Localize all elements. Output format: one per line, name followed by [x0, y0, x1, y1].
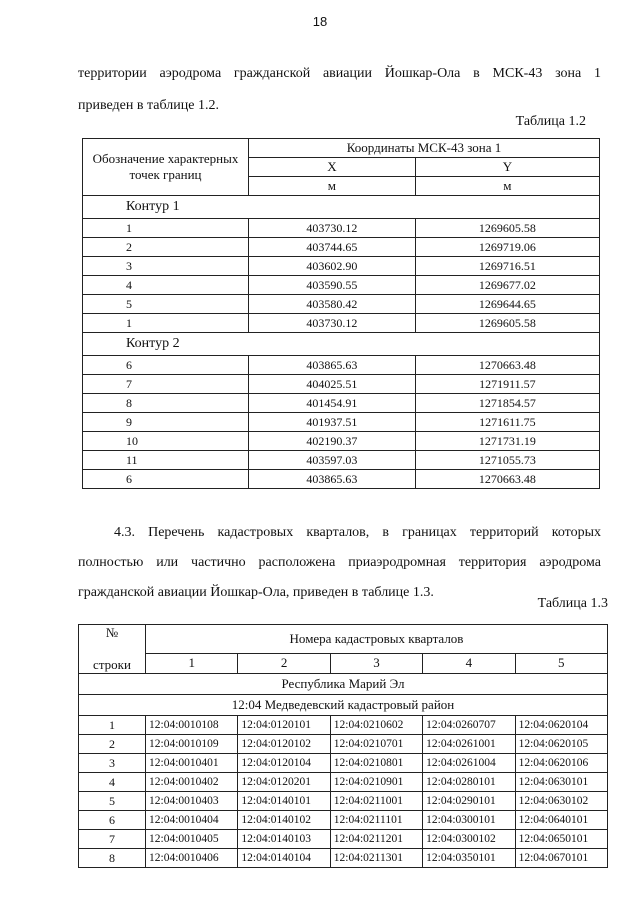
quarter-column-number: 3	[330, 653, 422, 673]
table-row	[83, 314, 600, 333]
y-value: 1271911.57	[415, 375, 599, 394]
y-value: 1271854.57	[415, 394, 599, 413]
table-row	[79, 735, 608, 754]
coords-header: Координаты МСК-43 зона 1	[249, 139, 600, 158]
point-label: 1	[83, 219, 249, 238]
y-value: 1271611.75	[415, 413, 599, 432]
x-value: 403590.55	[249, 276, 416, 295]
cadastral-quarter: 12:04:0211101	[330, 811, 422, 830]
region-row: Республика Марий Эл	[79, 674, 608, 695]
table-row	[83, 219, 600, 238]
row-number: 8	[79, 849, 146, 868]
cadastral-quarter: 12:04:0010405	[146, 830, 238, 849]
table-row	[83, 257, 600, 276]
row-number: 1	[79, 716, 146, 735]
cadastral-quarter: 12:04:0010109	[146, 735, 238, 754]
cadastral-quarter: 12:04:0260707	[423, 716, 515, 735]
cadastral-quarter: 12:04:0350101	[423, 849, 515, 868]
table-1-2-caption: Таблица 1.2	[515, 114, 586, 129]
cadastral-quarter: 12:04:0620104	[515, 716, 607, 735]
table-row	[83, 451, 600, 470]
cadastral-quarter: 12:04:0010404	[146, 811, 238, 830]
table-row	[79, 773, 608, 792]
points-header: Обозначение характерных точек границ	[83, 139, 249, 196]
cadastral-quarter: 12:04:0010403	[146, 792, 238, 811]
x-value: 403730.12	[249, 314, 416, 333]
x-value: 401454.91	[249, 394, 416, 413]
table-row	[79, 754, 608, 773]
cadastral-quarter: 12:04:0210901	[330, 773, 422, 792]
y-value: 1269719.06	[415, 238, 599, 257]
x-value: 404025.51	[249, 375, 416, 394]
x-value: 403597.03	[249, 451, 416, 470]
table-row	[83, 295, 600, 314]
cadastral-quarter: 12:04:0261001	[423, 735, 515, 754]
x-value: 403602.90	[249, 257, 416, 276]
table-row	[83, 276, 600, 295]
point-label: 8	[83, 394, 249, 413]
cadastral-quarter: 12:04:0211301	[330, 849, 422, 868]
quarters-header: Номера кадастровых кварталов	[146, 625, 608, 654]
row-number-header	[79, 625, 146, 674]
row-number: 4	[79, 773, 146, 792]
table-row	[79, 830, 608, 849]
y-value: 1269716.51	[415, 257, 599, 276]
cadastral-quarter: 12:04:0210602	[330, 716, 422, 735]
cadastral-quarter: 12:04:0140101	[238, 792, 330, 811]
y-unit: м	[415, 177, 599, 196]
point-label: 6	[83, 470, 249, 489]
table-row	[79, 716, 608, 735]
row-number-header-symbol: №	[105, 625, 119, 640]
point-label: 4	[83, 276, 249, 295]
cadastral-quarter: 12:04:0620106	[515, 754, 607, 773]
table-row	[83, 356, 600, 375]
cadastral-quarter: 12:04:0210701	[330, 735, 422, 754]
point-label: 9	[83, 413, 249, 432]
y-value: 1269677.02	[415, 276, 599, 295]
y-value: 1269605.58	[415, 314, 599, 333]
cadastral-quarter: 12:04:0290101	[423, 792, 515, 811]
table-1-3-caption: Таблица 1.3	[537, 596, 608, 611]
quarter-column-number: 5	[515, 653, 607, 673]
row-number: 2	[79, 735, 146, 754]
row-number: 7	[79, 830, 146, 849]
y-value: 1271731.19	[415, 432, 599, 451]
row-number: 3	[79, 754, 146, 773]
table-row	[83, 470, 600, 489]
contour-1-title: Контур 1	[83, 196, 600, 219]
cadastral-quarter: 12:04:0211001	[330, 792, 422, 811]
point-label: 2	[83, 238, 249, 257]
cadastral-quarter: 12:04:0010108	[146, 716, 238, 735]
cadastral-quarter: 12:04:0010401	[146, 754, 238, 773]
cadastral-quarter: 12:04:0670101	[515, 849, 607, 868]
table-row	[79, 792, 608, 811]
cadastral-quarter: 12:04:0620105	[515, 735, 607, 754]
cadastral-quarter: 12:04:0140104	[238, 849, 330, 868]
x-value: 403730.12	[249, 219, 416, 238]
page-number: 18	[312, 14, 328, 29]
intro-line-2: приведен в таблице 1.2.	[78, 98, 219, 113]
point-label: 5	[83, 295, 249, 314]
x-value: 403865.63	[249, 470, 416, 489]
table-row	[83, 238, 600, 257]
section-4-3-paragraph: 4.3. Перечень кадастровых кварталов, в границах территорий которых полностью или частично расположена приаэродромная территория аэродрома гражданской авиации Йошкар-Ола, приведен в таблице 1.3.	[78, 525, 601, 600]
cadastral-quarter: 12:04:0140102	[238, 811, 330, 830]
cadastral-quarter: 12:04:0120102	[238, 735, 330, 754]
row-number-header-word: строки	[93, 657, 131, 672]
cadastral-quarter: 12:04:0280101	[423, 773, 515, 792]
table-row	[79, 811, 608, 830]
row-number: 5	[79, 792, 146, 811]
intro-line-1: территории аэродрома гражданской авиации Йошкар-Ола в МСК-43 зона 1	[78, 66, 601, 81]
x-value: 401937.51	[249, 413, 416, 432]
quarter-column-number: 1	[146, 653, 238, 673]
cadastral-quarter: 12:04:0211201	[330, 830, 422, 849]
cadastral-quarter: 12:04:0010402	[146, 773, 238, 792]
y-value: 1270663.48	[415, 470, 599, 489]
y-header: Y	[415, 158, 599, 177]
y-value: 1270663.48	[415, 356, 599, 375]
district-row: 12:04 Медведевский кадастровый район	[79, 695, 608, 716]
row-number: 6	[79, 811, 146, 830]
cadastral-quarter: 12:04:0210801	[330, 754, 422, 773]
x-value: 403865.63	[249, 356, 416, 375]
x-value: 403580.42	[249, 295, 416, 314]
cadastral-quarter: 12:04:0630101	[515, 773, 607, 792]
cadastral-quarter: 12:04:0120104	[238, 754, 330, 773]
cadastral-quarters-table	[78, 624, 608, 868]
cadastral-quarter: 12:04:0140103	[238, 830, 330, 849]
cadastral-quarter: 12:04:0120101	[238, 716, 330, 735]
contour-2-title: Контур 2	[83, 333, 600, 356]
cadastral-quarter: 12:04:0630102	[515, 792, 607, 811]
quarter-column-number: 2	[238, 653, 330, 673]
table-row	[79, 849, 608, 868]
cadastral-quarter: 12:04:0640101	[515, 811, 607, 830]
cadastral-quarter: 12:04:0300101	[423, 811, 515, 830]
cadastral-quarter: 12:04:0261004	[423, 754, 515, 773]
x-value: 402190.37	[249, 432, 416, 451]
y-value: 1269644.65	[415, 295, 599, 314]
table-row	[83, 413, 600, 432]
cadastral-quarter: 12:04:0300102	[423, 830, 515, 849]
y-value: 1271055.73	[415, 451, 599, 470]
y-value: 1269605.58	[415, 219, 599, 238]
quarter-column-number: 4	[423, 653, 515, 673]
x-unit: м	[249, 177, 416, 196]
x-value: 403744.65	[249, 238, 416, 257]
table-row	[83, 394, 600, 413]
table-row	[83, 432, 600, 451]
coordinates-table	[82, 138, 600, 489]
point-label: 1	[83, 314, 249, 333]
point-label: 10	[83, 432, 249, 451]
point-label: 7	[83, 375, 249, 394]
point-label: 6	[83, 356, 249, 375]
cadastral-quarter: 12:04:0120201	[238, 773, 330, 792]
table-row	[83, 375, 600, 394]
point-label: 3	[83, 257, 249, 276]
point-label: 11	[83, 451, 249, 470]
cadastral-quarter: 12:04:0010406	[146, 849, 238, 868]
x-header: X	[249, 158, 416, 177]
cadastral-quarter: 12:04:0650101	[515, 830, 607, 849]
